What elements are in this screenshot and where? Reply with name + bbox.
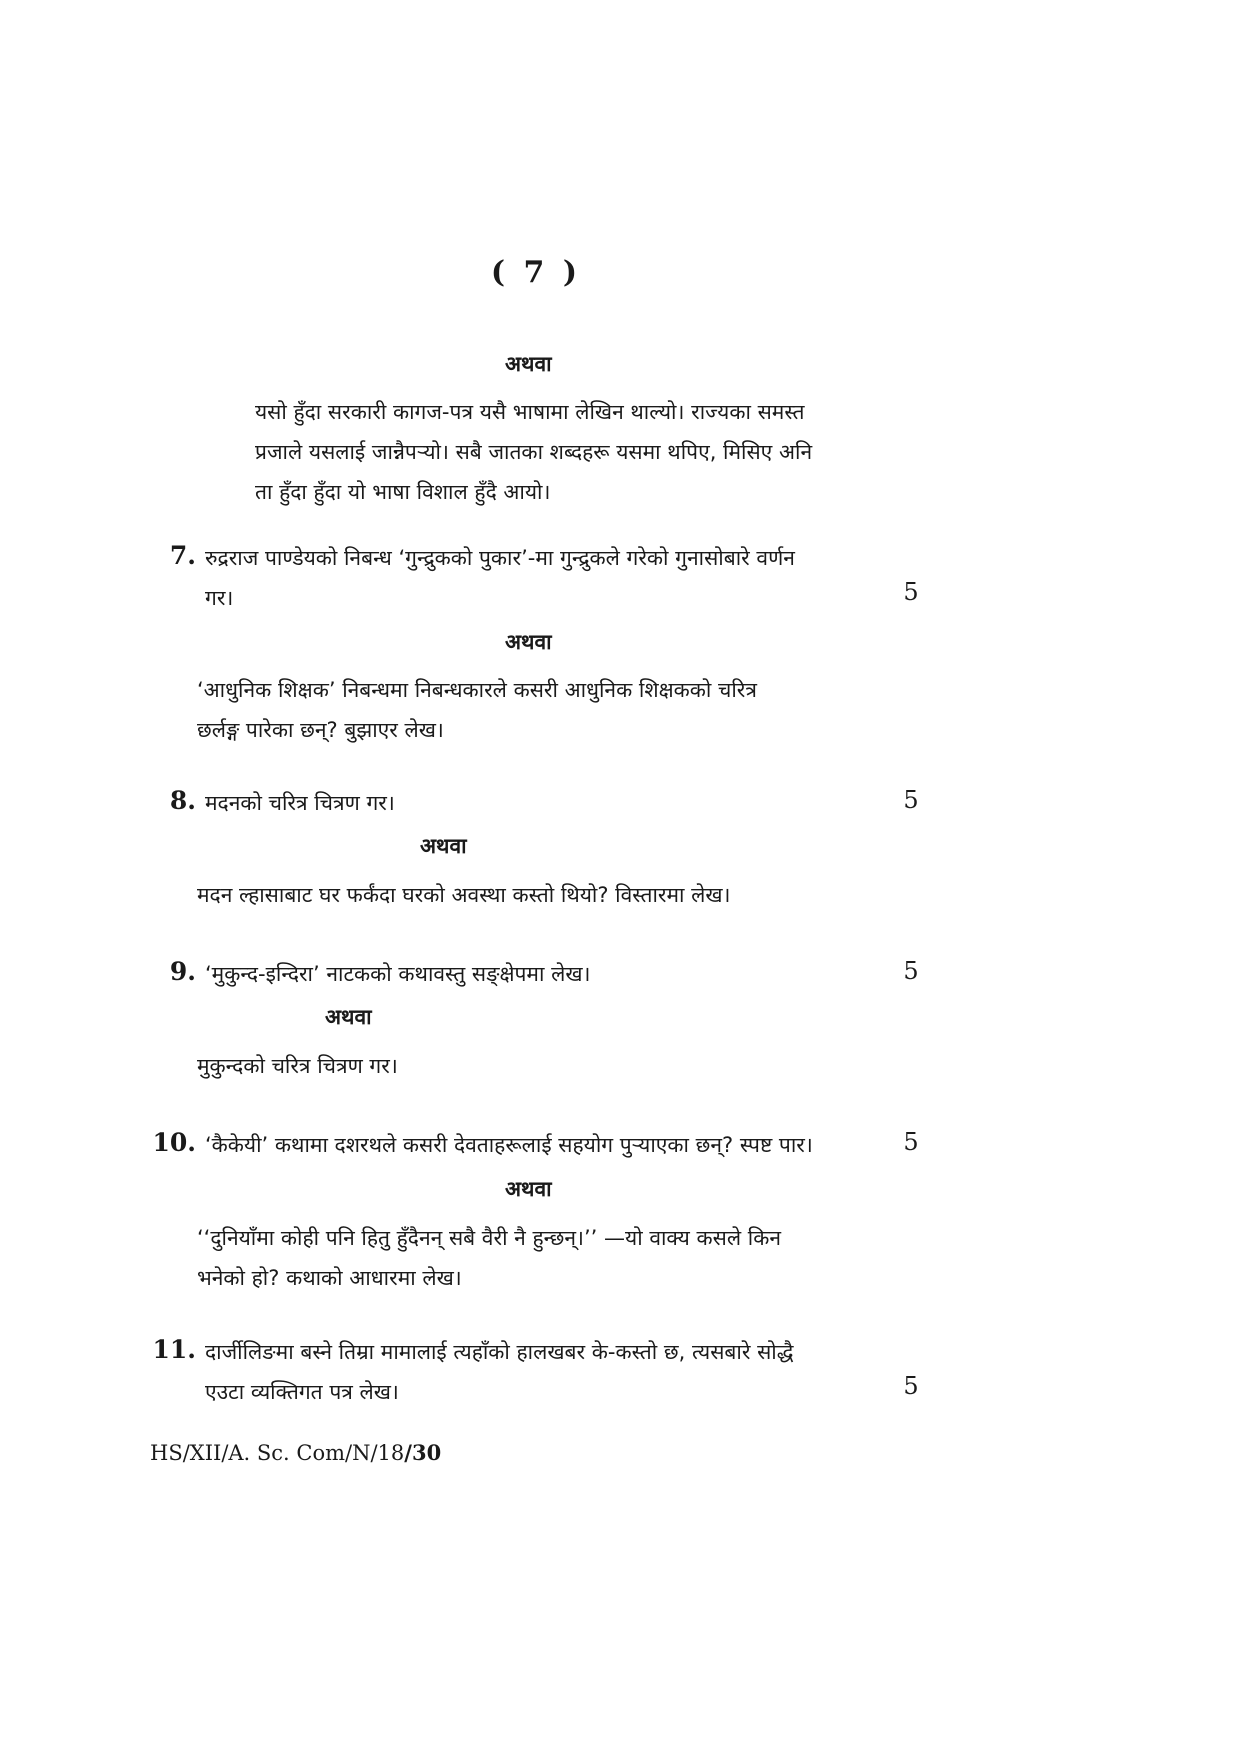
alternative-line: ‘आधुनिक शिक्षक’ निबन्धमा निबन्धकारले कसरी आधुनिक शिक्षकको चरित्र xyxy=(197,678,757,702)
marks: 5 xyxy=(903,1372,919,1400)
question-text xyxy=(205,1332,794,1412)
alternative-text xyxy=(197,670,757,750)
marks: 5 xyxy=(903,578,919,606)
alternative-line: छर्लङ्ग पारेका छन्? बुझाएर लेख। xyxy=(197,718,444,742)
or-label: अथवा xyxy=(420,834,467,858)
alternative-line: ‘‘दुनियाँमा कोही पनि हितु हुँदैनन् सबै वैरी नै हुन्छन्।’’ —यो वाक्य कसले किन xyxy=(197,1226,781,1250)
alternative-text xyxy=(197,1218,781,1298)
alternative-line: भनेको हो? कथाको आधारमा लेख। xyxy=(197,1266,462,1290)
or-label: अथवा xyxy=(505,1177,552,1201)
passage-line: प्रजाले यसलाई जान्नैपर्‍यो। सबै जातका शब्दहरू यसमा थपिए, मिसिए अनि xyxy=(255,440,813,464)
marks: 5 xyxy=(903,957,919,985)
question-text xyxy=(205,1125,813,1165)
or-label: अथवा xyxy=(505,352,552,376)
question-number: 11. xyxy=(152,1335,196,1364)
question-line: ‘कैकेयी’ कथामा दशरथले कसरी देवताहरूलाई सहयोग पुर्‍याएका छन्? स्पष्ट पार। xyxy=(205,1133,813,1157)
passage xyxy=(255,392,812,512)
question-line: एउटा व्यक्तिगत पत्र लेख। xyxy=(205,1380,399,1404)
passage-line: यसो हुँदा सरकारी कागज-पत्र यसै भाषामा लेखिन थाल्यो। राज्यका समस्त xyxy=(255,400,805,424)
passage-line: ता हुँदा हुँदा यो भाषा विशाल हुँदै आयो। xyxy=(255,480,551,504)
question-text xyxy=(205,954,590,994)
paper-code: HS/XII/A. Sc. Com/N/18 xyxy=(150,1441,405,1465)
or-label: अथवा xyxy=(505,630,552,654)
alternative-line: मदन ल्हासाबाट घर फर्कंदा घरको अवस्था कस्तो थियो? विस्तारमा लेख। xyxy=(197,883,731,907)
question-line: मदनको चरित्र चित्रण गर। xyxy=(205,791,395,815)
question-line: रुद्रराज पाण्डेयको निबन्ध ‘गुन्द्रुकको पुकार’-मा गुन्द्रुकले गरेको गुनासोबारे वर्णन xyxy=(205,546,795,570)
marks: 5 xyxy=(903,1128,919,1156)
footer-code xyxy=(150,1440,441,1465)
alternative-line: मुकुन्दको चरित्र चित्रण गर। xyxy=(197,1054,398,1078)
question-text xyxy=(205,783,395,823)
question-line: गर। xyxy=(205,586,234,610)
question-line: दार्जीलिङमा बस्ने तिम्रा मामालाई त्यहाँको हालखबर के-कस्तो छ, त्यसबारे सोद्धै xyxy=(205,1340,794,1364)
alternative-text xyxy=(197,1046,398,1086)
question-number: 10. xyxy=(152,1128,196,1157)
page-number: ( 7 ) xyxy=(490,255,582,290)
question-number: 8. xyxy=(169,786,196,815)
alternative-text xyxy=(197,875,731,915)
or-label: अथवा xyxy=(325,1005,372,1029)
question-line: ‘मुकुन्द-इन्दिरा’ नाटकको कथावस्तु सङ्क्षेपमा लेख। xyxy=(205,962,591,986)
question-number: 9. xyxy=(169,957,196,986)
page-total: /30 xyxy=(404,1440,442,1465)
question-number: 7. xyxy=(169,541,196,570)
question-text xyxy=(205,538,795,618)
marks: 5 xyxy=(903,786,919,814)
